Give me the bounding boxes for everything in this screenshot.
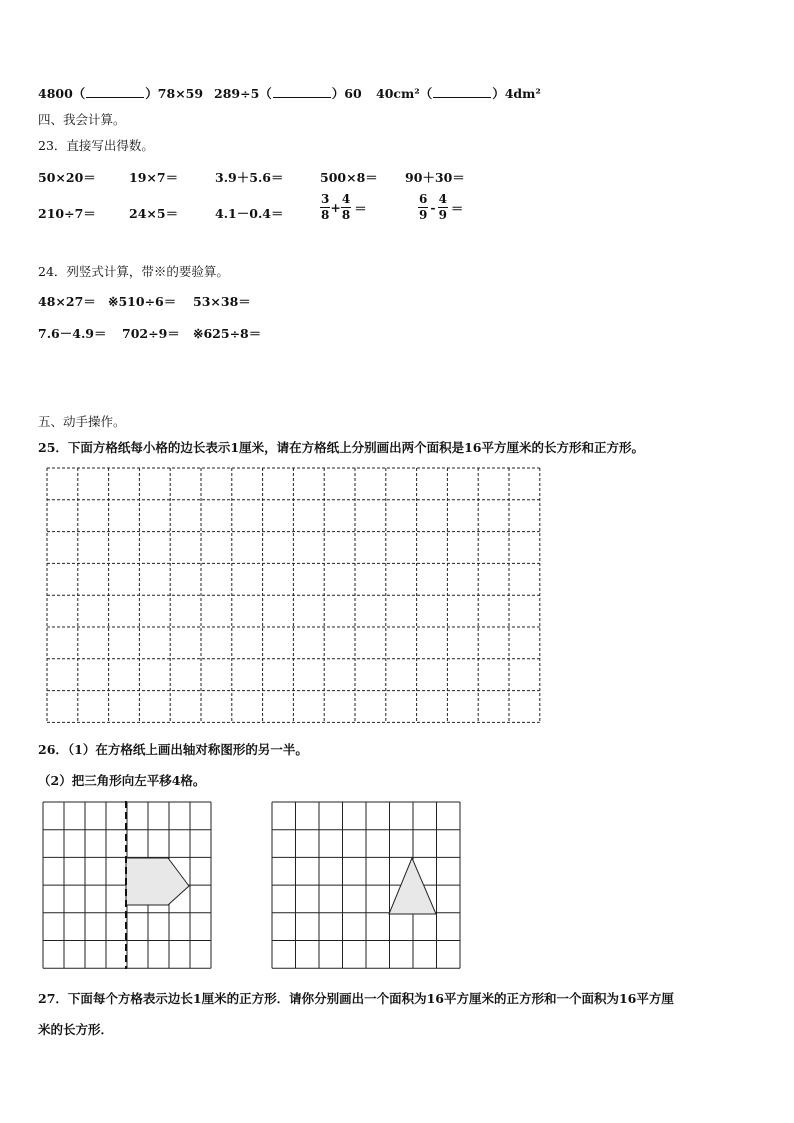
q26-grid-left[interactable] (42, 801, 214, 971)
q23-item: 3.9＋5.6＝ (215, 170, 284, 185)
q24-title: 24．列竖式计算，带※的要验算。 (38, 264, 229, 279)
q23-item: 500×8＝ (320, 170, 378, 185)
compare-3-left: 40cm²（ (376, 86, 433, 101)
q27-line-2: 米的长方形． (38, 1022, 114, 1037)
operator: - (430, 200, 436, 215)
numerator: 4 (438, 192, 447, 206)
section-4-title: 四、我会计算。 (38, 112, 126, 127)
compare-2-right: ）60 (331, 86, 362, 101)
answer-blank[interactable] (433, 87, 491, 98)
q26-grid-right[interactable] (271, 801, 463, 971)
q23-item: 24×5＝ (129, 206, 179, 221)
operator: + (330, 200, 341, 215)
q23-item: 90＋30＝ (405, 170, 465, 185)
half-shape (126, 858, 189, 905)
q24-item: 7.6－4.9＝ (38, 326, 107, 341)
q24-item: 48×27＝ (38, 294, 96, 309)
numerator: 3 (321, 192, 330, 206)
q26-line-2: （2）把三角形向左平移4格。 (38, 773, 206, 788)
q23-item: 50×20＝ (38, 170, 96, 185)
q27-line-1: 27．下面每个方格表示边长1厘米的正方形．请你分别画出一个面积为16平方厘米的正方形和一个面积为16平方厘 (38, 991, 674, 1006)
answer-blank[interactable] (86, 87, 144, 98)
compare-item-3 (376, 84, 541, 102)
q24-item: 53×38＝ (193, 294, 251, 309)
q24-item: 702÷9＝ (122, 326, 180, 341)
q24-item: ※510÷6＝ (108, 294, 177, 309)
compare-3-right: ）4dm² (492, 86, 541, 101)
q23-item: 19×7＝ (129, 170, 179, 185)
compare-1-left: 4800（ (38, 86, 86, 101)
denominator: 9 (419, 208, 428, 222)
q23-fraction-expr-2 (418, 192, 463, 223)
q23-fraction-expr-1 (320, 192, 367, 223)
q25-grid[interactable] (46, 467, 542, 725)
fraction (320, 192, 330, 223)
q23-title: 23．直接写出得数。 (38, 138, 154, 153)
q23-item: 4.1－0.4＝ (215, 206, 284, 221)
q26-line-1: 26．（1）在方格纸上画出轴对称图形的另一半。 (38, 742, 308, 757)
q25-text: 25．下面方格纸每小格的边长表示1厘米，请在方格纸上分别画出两个面积是16平方厘米的长方形和正方形。 (38, 440, 644, 455)
section-5-title: 五、动手操作。 (38, 414, 126, 429)
q24-item: ※625÷8＝ (193, 326, 262, 341)
compare-2-left: 289÷5（ (214, 86, 272, 101)
numerator: 4 (341, 192, 351, 206)
q23-item: 210÷7＝ (38, 206, 96, 221)
equals: ＝ (354, 200, 367, 216)
denominator: 8 (341, 208, 351, 222)
triangle (389, 858, 436, 914)
denominator: 8 (321, 208, 330, 222)
compare-item-1 (38, 84, 203, 102)
fraction (438, 192, 448, 223)
fraction (418, 192, 428, 223)
numerator: 6 (419, 192, 428, 206)
denominator: 9 (438, 208, 447, 222)
compare-1-right: ）78×59 (145, 86, 204, 101)
equals: ＝ (450, 200, 464, 216)
answer-blank[interactable] (273, 87, 331, 98)
fraction (341, 192, 351, 223)
compare-item-2 (214, 84, 362, 102)
